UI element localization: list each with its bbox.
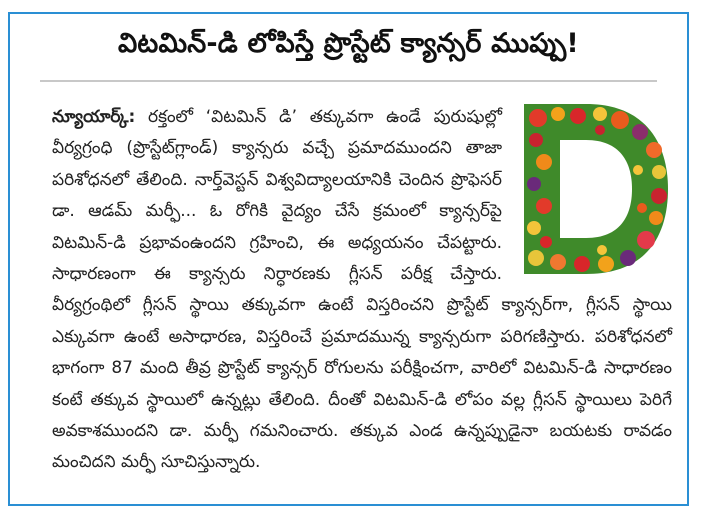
dateline: న్యూయార్క్: <box>52 107 136 127</box>
headline-divider <box>40 80 657 82</box>
article-frame <box>8 12 689 506</box>
article-body <box>52 102 672 479</box>
vitamin-d-food-letter-icon <box>516 100 674 278</box>
headline: విటమిన్-డి లోపిస్తే ప్రొస్టేట్ క్యాన్సర్ ముప్పు! <box>118 28 579 59</box>
article-text: రక్తంలో ‘విటమిన్ డి’ తక్కువగా ఉండే పురుషుల్లో వీర్యగ్రంధి (ప్రొస్టేట్‌గ్లాండ్) క్యాన్సరు వచ్చే ప్రమాదముందని తాజా పరిశోధనలో తేలింది. నార్త్‌వెస్టన్ విశ్వవిద్యాలయానికి చెందిన ప్రొఫెసర్ డా. ఆడమ్ మర్ఫీ... ఓ రోగికి వైద్యం చేసే క్రమంలో క్యాన్సర్‌పై విటమిన్-డి ప్రభావంఉందని గ్రహించి, ఈ అధ్యయనం చేపట్టారు. సాధారణంగా ఈ క్యాన్సరు నిర్ధారణకు గ్లీసన్ పరీక్ష చేస్తారు. వీర్యగ్రంథిలో గ్లీసన్ స్థాయి తక్కువగా ఉంటే విస్తరించని ప్రొస్టేట్ క్యాన్సర్‌గా, గ్లీసన్ స్థాయి ఎక్కువగా ఉంటే అసాధారణ, విస్తరించే ప్రమాదమున్న క్యాన్సరుగా పరిగణిస్తారు. పరిశోధనలో భాగంగా 87 మంది తీవ్ర ప్రొస్టేట్ క్యాన్సర్ రోగులను పరీక్షించగా, వారిలో విటమిన్-డి సాధారణం కంటే తక్కువ స్థాయిలో ఉన్నట్లు తేలింది. దీంతో విటమిన్-డి లోపం వల్ల గ్లీసన్ స్థాయిలు పెరిగే అవకాశముందని డా. మర్ఫీ గమనించారు. తక్కువ ఎండ ఉన్నప్పుడైనా బయటకు రావడం మంచిదని మర్ఫీ సూచిస్తున్నారు. <box>52 107 672 473</box>
vitamin-d-food-illustration <box>516 100 674 278</box>
